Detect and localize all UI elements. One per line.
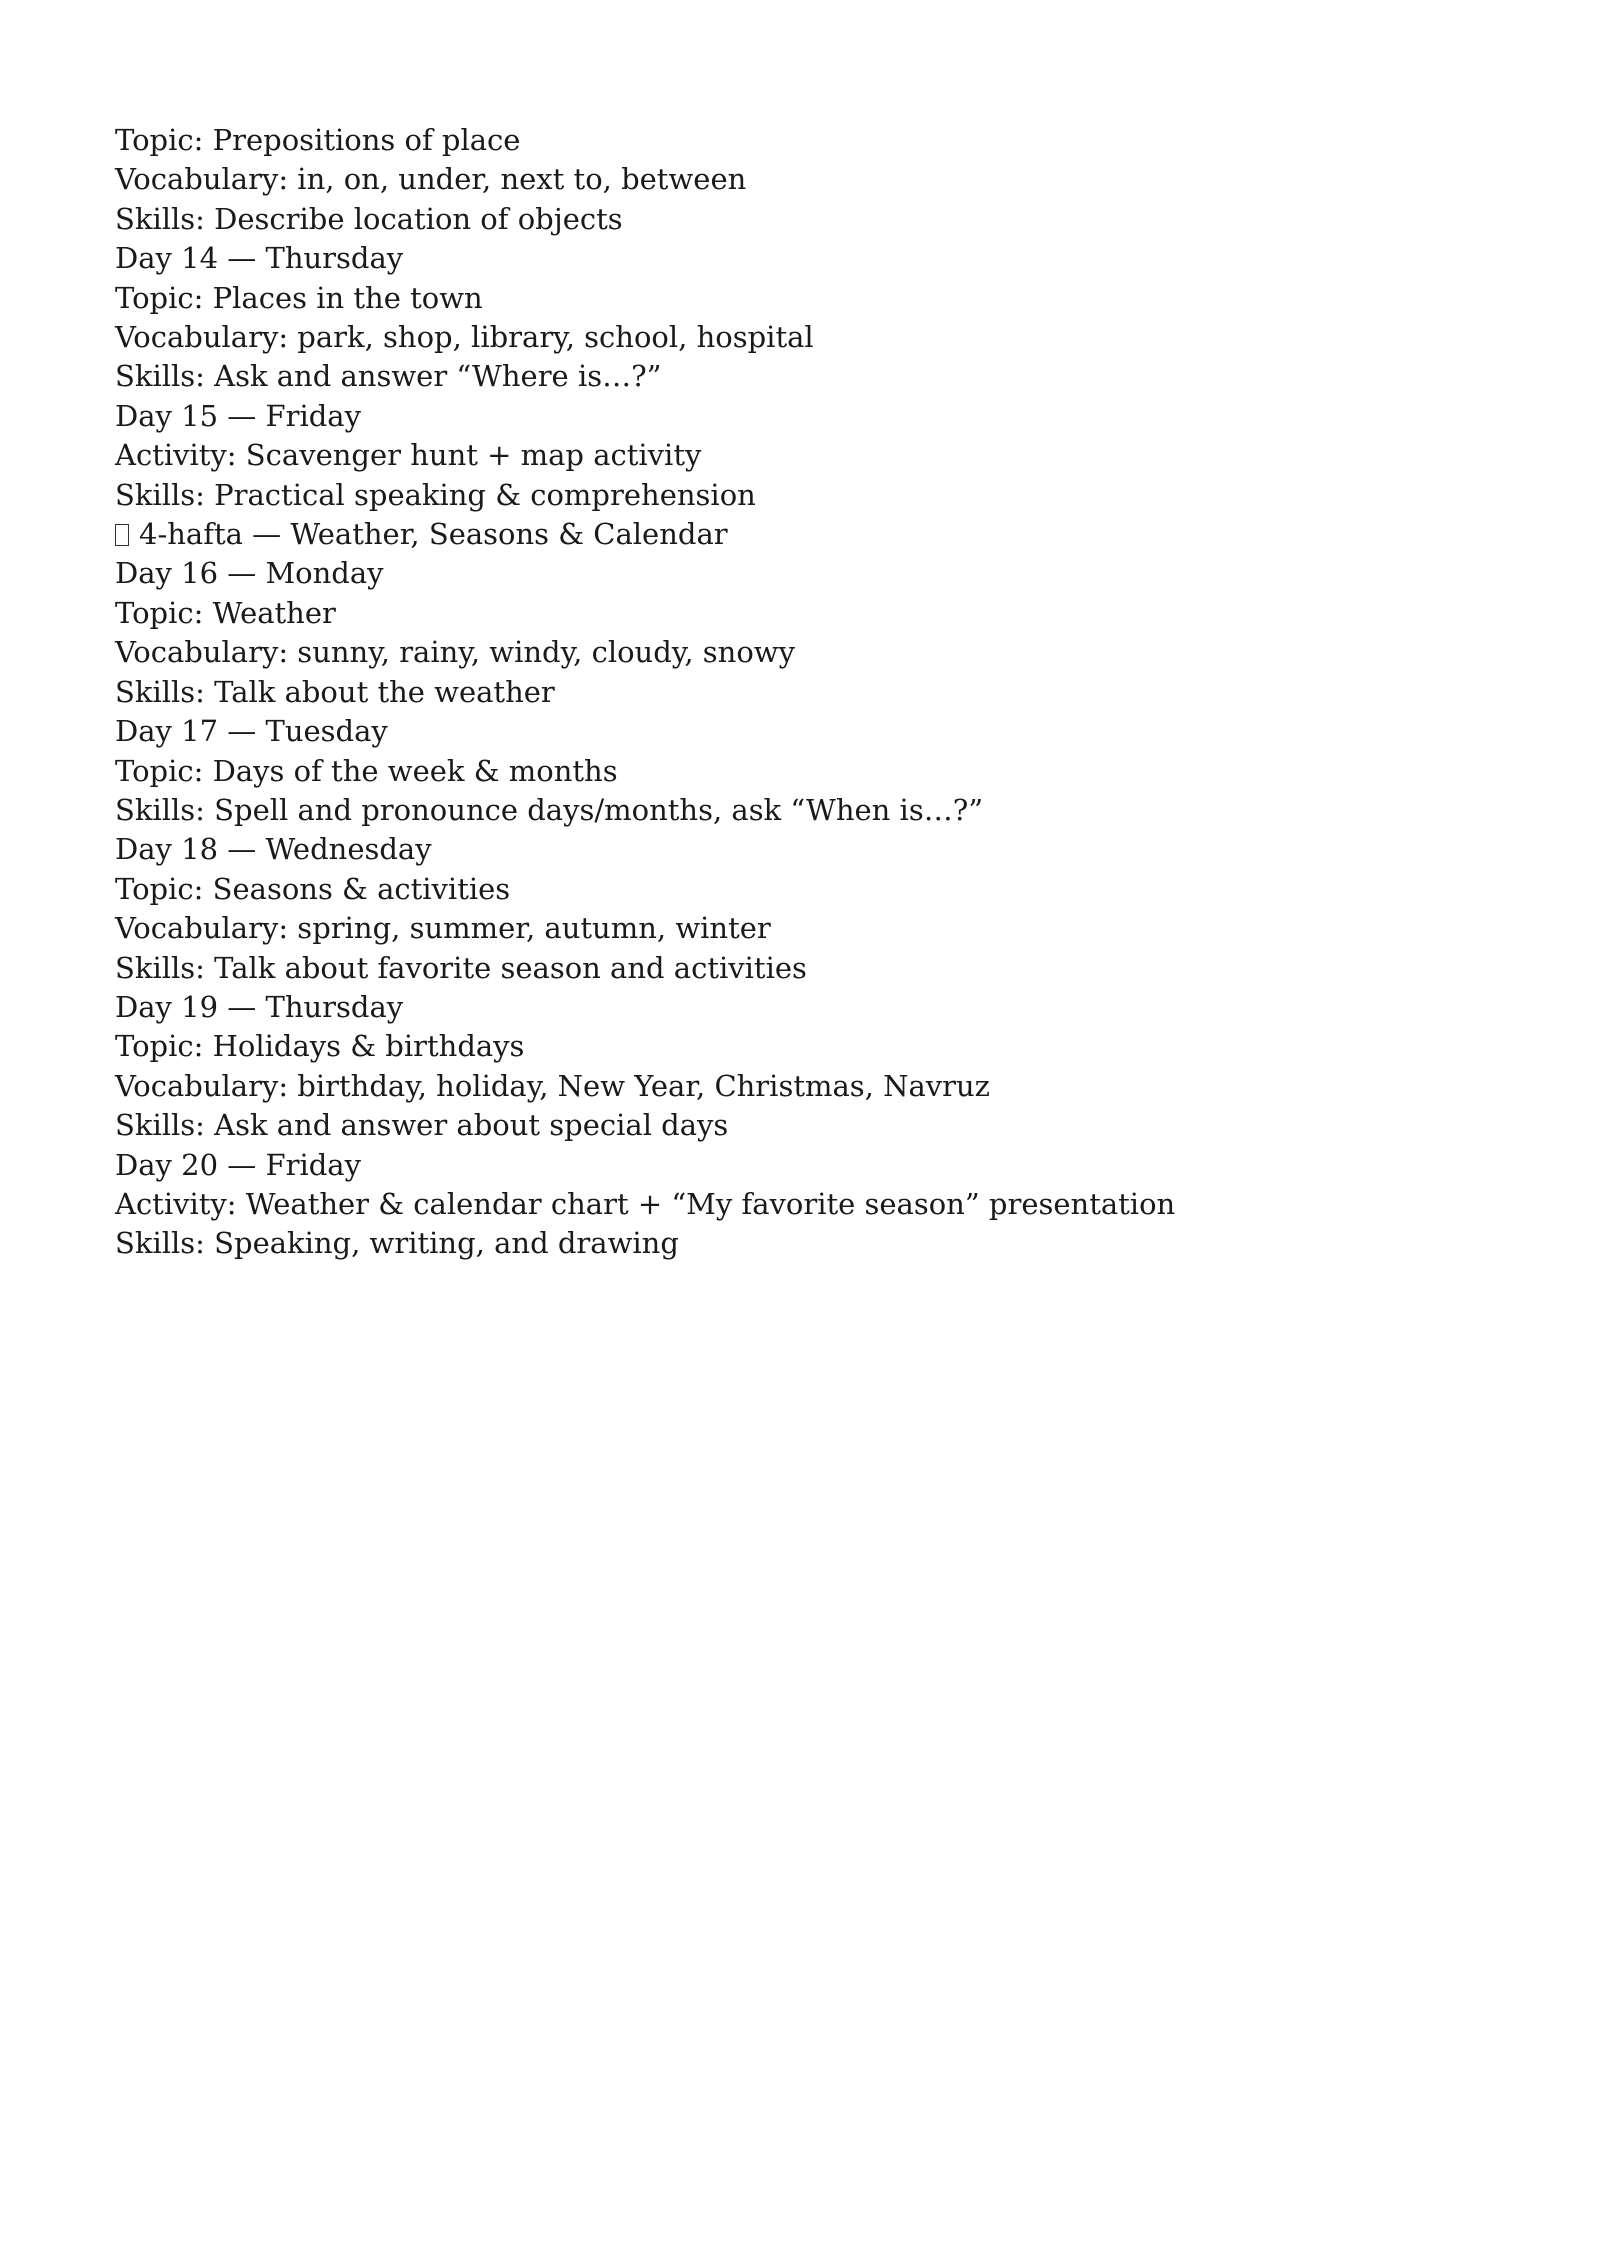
day-heading: Day 20 — Friday	[115, 1147, 361, 1182]
skills-line: Skills: Practical speaking & comprehension	[115, 477, 756, 512]
topic-line: Topic: Seasons & activities	[115, 871, 511, 906]
skills-line: Skills: Ask and answer “Where is…?”	[115, 359, 662, 394]
vocabulary-line: Vocabulary: in, on, under, next to, between	[115, 162, 747, 197]
week-heading	[115, 515, 1515, 554]
skills-line: Skills: Ask and answer about special days	[115, 1108, 729, 1143]
document-body	[115, 121, 1515, 1264]
topic-line: Topic: Places in the town	[115, 280, 483, 315]
vocabulary-line: Vocabulary: birthday, holiday, New Year, Christmas, Navruz	[115, 1068, 990, 1103]
missing-glyph-icon	[115, 524, 129, 546]
skills-line: Skills: Talk about favorite season and activities	[115, 950, 807, 985]
activity-line: Activity: Scavenger hunt + map activity	[115, 438, 702, 473]
vocabulary-line: Vocabulary: spring, summer, autumn, winter	[115, 911, 771, 946]
day-heading: Day 14 — Thursday	[115, 241, 404, 276]
vocabulary-line: Vocabulary: park, shop, library, school, hospital	[115, 320, 814, 355]
week-heading-text: 4-hafta — Weather, Seasons & Calendar	[139, 517, 728, 552]
day-heading: Day 17 — Tuesday	[115, 714, 388, 749]
day-heading: Day 16 — Monday	[115, 556, 384, 591]
day-heading: Day 15 — Friday	[115, 398, 361, 433]
topic-line: Topic: Days of the week & months	[115, 753, 618, 788]
topic-line: Topic: Prepositions of place	[115, 123, 521, 157]
skills-line: Skills: Describe location of objects	[115, 201, 623, 236]
activity-line: Activity: Weather & calendar chart + “My favorite season” presentation	[115, 1186, 1176, 1221]
vocabulary-line: Vocabulary: sunny, rainy, windy, cloudy, snowy	[115, 635, 795, 670]
skills-line: Skills: Spell and pronounce days/months, ask “When is…?”	[115, 792, 984, 827]
skills-line: Skills: Talk about the weather	[115, 674, 555, 709]
skills-line: Skills: Speaking, writing, and drawing	[115, 1226, 679, 1261]
topic-line: Topic: Holidays & birthdays	[115, 1029, 525, 1064]
topic-line: Topic: Weather	[115, 595, 336, 630]
day-heading: Day 19 — Thursday	[115, 989, 404, 1024]
day-heading: Day 18 — Wednesday	[115, 832, 432, 867]
